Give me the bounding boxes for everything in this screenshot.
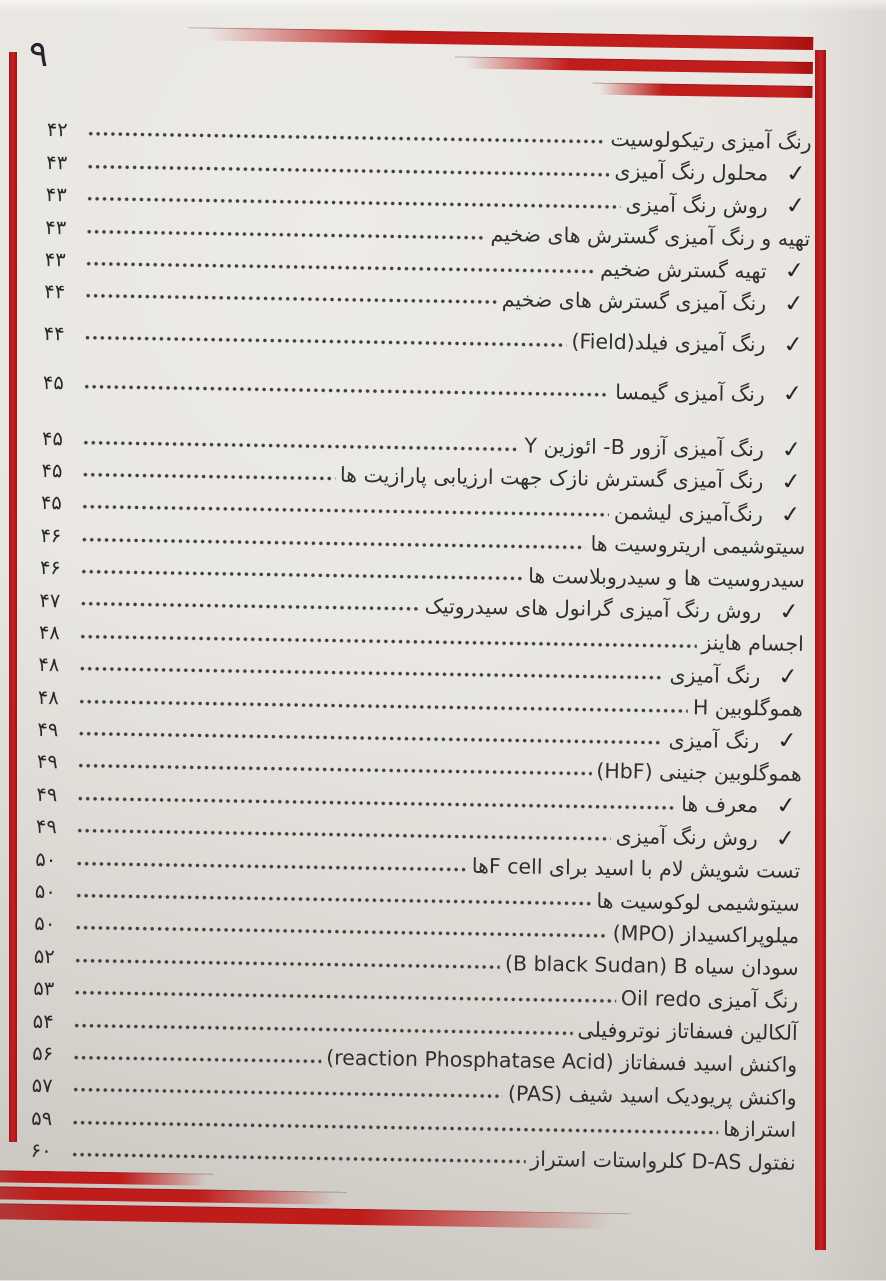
check-icon: ✓ <box>777 598 802 626</box>
dot-leader <box>76 890 592 910</box>
dot-leader <box>87 193 621 213</box>
toc-entry-page: ۴۸ <box>37 685 60 709</box>
toc-entry-label: واکنش پریودیک اسید شیف (PAS) <box>507 1081 797 1110</box>
toc-entry-page: ۴۳ <box>46 150 68 175</box>
toc-entry-label: روش رنگ آمیزی <box>615 823 758 851</box>
toc-entry-label: رنگ آمیزی <box>669 662 761 689</box>
toc-entry-label: آلکالین فسفاتاز نوتروفیلی <box>577 1017 798 1045</box>
dot-leader <box>80 598 419 615</box>
toc-entry-label: رنگ آمیزی گسترش نازک جهت ارزیابی پارازیت ها <box>339 463 764 494</box>
dot-leader <box>74 1019 573 1039</box>
toc-entry-label: رنگ آمیزی آزور B- ائوزین Y <box>524 433 765 462</box>
dot-leader <box>88 128 606 148</box>
dot-leader <box>79 663 664 684</box>
toc-entry-label: روش رنگ آمیزی <box>625 191 768 219</box>
check-icon: ✓ <box>776 663 801 691</box>
toc-entry <box>43 367 808 411</box>
dot-leader <box>78 728 663 749</box>
toc-entry <box>43 317 808 361</box>
check-icon: ✓ <box>775 727 800 756</box>
toc-entry-page: ۵۴ <box>32 1009 54 1033</box>
check-icon: ✓ <box>784 160 808 189</box>
toc-entry-page: ۴۹ <box>35 815 57 839</box>
toc-entry-label: هموگلوبین جنینی (HbF) <box>596 758 802 786</box>
dot-leader <box>73 1084 503 1103</box>
header-rule-3 <box>592 83 812 98</box>
footer-rule-3 <box>0 1203 631 1229</box>
dot-leader <box>73 1051 321 1067</box>
toc-entry-label: رنگ آمیزی گسترش های ضخیم <box>501 287 767 316</box>
footer-rule-2 <box>0 1186 347 1205</box>
toc-entry-page: ۵۰ <box>35 847 57 871</box>
toc-entry-page: ۶۰ <box>30 1139 52 1163</box>
toc-entry-page: ۴۸ <box>38 620 61 645</box>
dot-leader <box>86 258 596 278</box>
toc-entry-page: ۴۳ <box>45 183 67 207</box>
toc-entry-page: ۴۲ <box>46 118 68 142</box>
check-icon: ✓ <box>780 380 805 409</box>
toc-entry-label: معرف ها <box>681 792 759 818</box>
toc-entry-label: محلول رنگ آمیزی <box>614 159 769 186</box>
toc-entry-page: ۵۹ <box>31 1106 53 1130</box>
toc-entry-page: ۴۹ <box>36 750 58 774</box>
toc-entry-label: استرازها <box>722 1117 797 1143</box>
toc-entry-page: ۴۹ <box>37 718 59 742</box>
toc-entry-page: ۴۴ <box>43 321 65 346</box>
toc-entry-label: تست شویش لام با اسید برای F cellها <box>471 853 801 884</box>
check-icon: ✓ <box>779 468 804 497</box>
dot-leader <box>83 436 520 455</box>
dot-leader <box>81 533 585 553</box>
dot-leader <box>72 1149 526 1168</box>
header-rule-1 <box>188 27 813 50</box>
toc-entry-page: ۴۸ <box>38 653 60 677</box>
check-icon: ✓ <box>773 825 798 853</box>
dot-leader <box>81 566 523 585</box>
footer-rule-1 <box>0 1170 213 1185</box>
dot-leader <box>87 160 609 180</box>
toc-entry-label: روش رنگ آمیزی گرانول های سیدروتیک <box>424 594 762 624</box>
toc-entry-label: رنگ آمیزی <box>668 727 760 753</box>
toc-entry-label: رنگ آمیزی گیمسا <box>615 379 765 406</box>
header-rule-2 <box>455 56 813 74</box>
toc-entry-page: ۴۶ <box>39 556 62 580</box>
dot-leader <box>82 501 609 521</box>
dot-leader <box>79 695 688 717</box>
toc-entry-page: ۴۷ <box>39 588 61 612</box>
check-icon: ✓ <box>779 501 803 529</box>
toc-entry-page: ۴۳ <box>44 247 66 272</box>
check-icon: ✓ <box>780 436 804 464</box>
toc-entry-label: هموگلوبین H <box>692 695 803 722</box>
dot-leader <box>72 1116 718 1138</box>
toc-entry-label: نفتول D-AS کلرواستات استراز <box>530 1146 796 1175</box>
toc-entry-page: ۴۶ <box>40 523 62 548</box>
page-number: ۹ <box>28 33 49 76</box>
dot-leader <box>84 381 611 401</box>
toc-entry-page: ۴۴ <box>44 280 66 304</box>
toc-entry-page: ۵۶ <box>32 1041 54 1066</box>
toc-entry-label: واکنش اسید فسفاتاز (reaction Phosphatase Acid) <box>326 1045 798 1078</box>
check-icon: ✓ <box>782 257 807 286</box>
check-icon: ✓ <box>774 792 799 820</box>
dot-leader <box>82 469 335 485</box>
toc-entry-page: ۴۹ <box>36 782 58 807</box>
toc-entry-label: تهیه گسترش ضخیم <box>600 256 767 283</box>
toc-entry-page: ۵۳ <box>33 977 55 1001</box>
toc-entry-label: رنگ‌آمیزی لیشمن <box>613 499 764 527</box>
toc-entry-page: ۴۵ <box>41 458 63 483</box>
dot-leader <box>86 225 485 243</box>
dot-leader <box>84 331 566 351</box>
toc-entry-page: ۴۵ <box>40 491 63 515</box>
dot-leader <box>77 825 611 845</box>
toc-entry-page: ۴۳ <box>45 215 67 239</box>
toc-list <box>31 114 812 1179</box>
toc-entry-label: سودان سیاه B‏ (B black Sudan) <box>504 951 799 981</box>
dot-leader <box>77 792 676 813</box>
dot-leader <box>75 922 608 942</box>
toc-entry-label: سیدروسیت ها و سیدروبلاست ها <box>527 563 806 592</box>
toc-entry-label: تهیه و رنگ آمیزی گسترش های ضخیم <box>490 222 811 252</box>
toc-entry-label: اجسام هاینز <box>701 630 804 657</box>
toc-entry-page: ۴۵ <box>41 426 64 450</box>
dot-leader <box>75 954 500 973</box>
toc-entry-label: رنگ آمیزی رتیکولوسیت <box>610 126 812 154</box>
dot-leader <box>74 987 616 1008</box>
check-icon: ✓ <box>783 193 808 221</box>
dot-leader <box>85 290 497 308</box>
toc-entry-page: ۵۰ <box>34 879 56 904</box>
dot-leader <box>78 760 592 780</box>
toc-entry-page: ۵۰ <box>34 912 56 936</box>
toc-entry-page: ۵۲ <box>33 944 55 969</box>
toc-entry-label: رنگ آمیزی Oil redo <box>620 985 799 1013</box>
toc-entry-label: میلوپراکسیداز (MPO) <box>612 920 800 948</box>
check-icon: ✓ <box>782 290 806 318</box>
check-icon: ✓ <box>781 331 806 359</box>
dot-leader <box>76 857 467 875</box>
dot-leader <box>80 630 697 652</box>
toc-entry-page: ۵۷ <box>31 1074 53 1098</box>
toc-entry-label: رنگ آمیزی فیلد(Field) <box>571 329 766 357</box>
toc-entry-label: سیتوشیمی لوکوسیت ها <box>596 888 800 916</box>
toc-entry-page: ۴۵ <box>42 371 64 395</box>
toc-entry-label: سیتوشیمی اریتروسیت ها <box>590 531 806 560</box>
